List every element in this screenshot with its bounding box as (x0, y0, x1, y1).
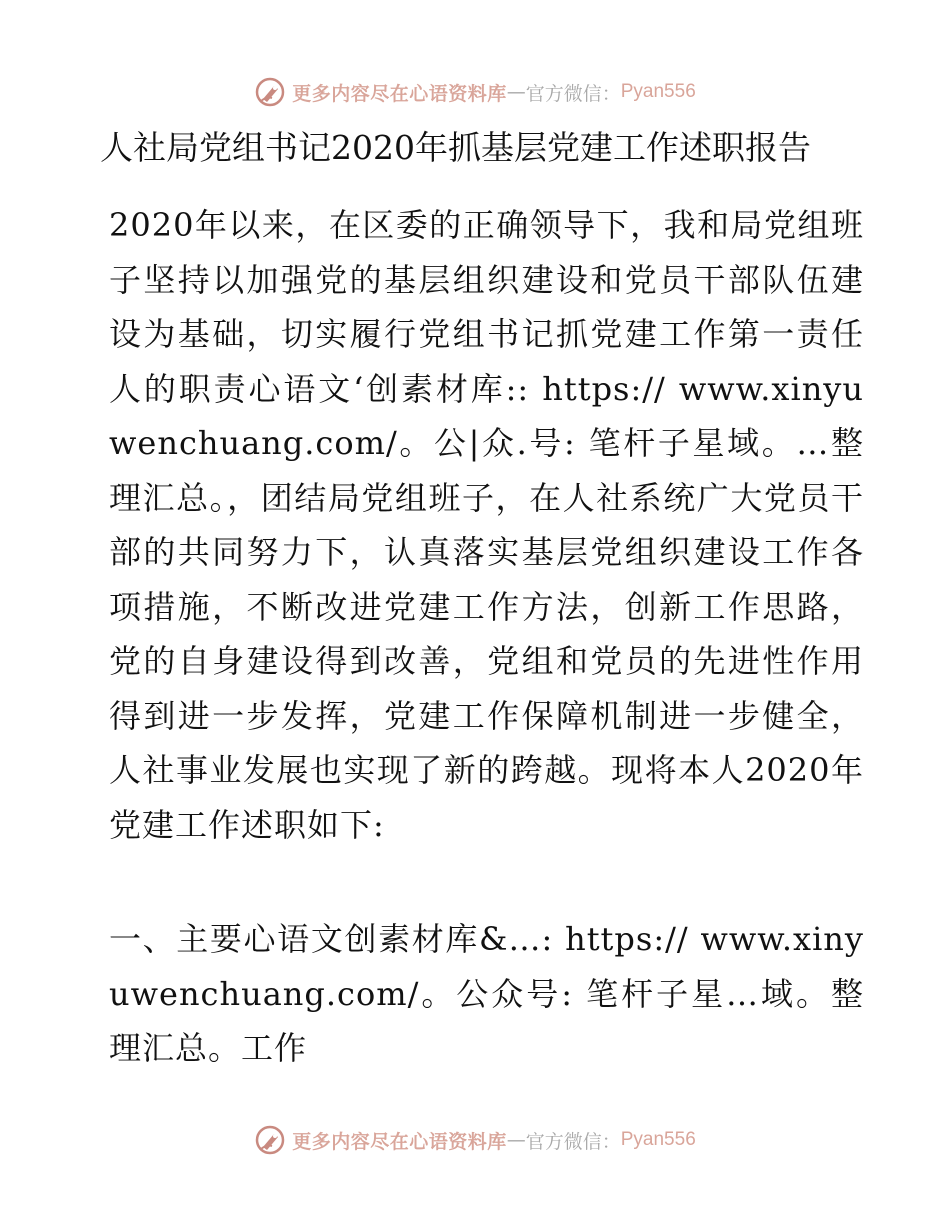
watermark-site-text: 更多内容尽在心语资料库 (292, 82, 507, 105)
watermark-separator: — (506, 81, 526, 103)
document-title: 人社局党组书记2020年抓基层党建工作述职报告 (100, 128, 811, 167)
watermark-separator: — (506, 1129, 526, 1151)
pen-nib-logo-icon (254, 76, 286, 108)
body-paragraph-2: 一、主要心语文创素材库&…: https:// www.xinyuwenchuang.com/。公众号: 笔杆子星…域。整理汇总。工作 (109, 920, 864, 1067)
footer-watermark (0, 1120, 950, 1160)
watermark-wechat-id: Pyan556 (620, 81, 696, 102)
pen-nib-logo-icon (254, 1124, 286, 1156)
watermark-site-text: 更多内容尽在心语资料库 (292, 1130, 507, 1153)
body-paragraph-1: 2020年以来，在区委的正确领导下，我和局党组班子坚持以加强党的基层组织建设和党员干部队伍建设为基础，切实履行党组书记抓党建工作第一责任人的职责心语文‘创素材库:: https:// www.xinyuwenchuang.com/。公|众.号: 笔杆子星域。…整理汇总。，团结局党组班子，在人社系统广大党员干部的共同努力下，认真落实基层党组织建设工作各项措施，不断改进党建工作方法，创新工作思路，党的自身建设得到改善，党组和党员的先进性作用得到进一步发挥，党建工作保障机制进一步健全，人社事业发展也实现了新的跨越。现将本人2020年党建工作述职如下: (109, 206, 864, 844)
watermark-wechat-label: 官方微信： (525, 1130, 621, 1153)
watermark-wechat-label: 官方微信： (525, 82, 621, 105)
watermark-wechat-id: Pyan556 (620, 1129, 696, 1150)
header-watermark (0, 72, 950, 112)
